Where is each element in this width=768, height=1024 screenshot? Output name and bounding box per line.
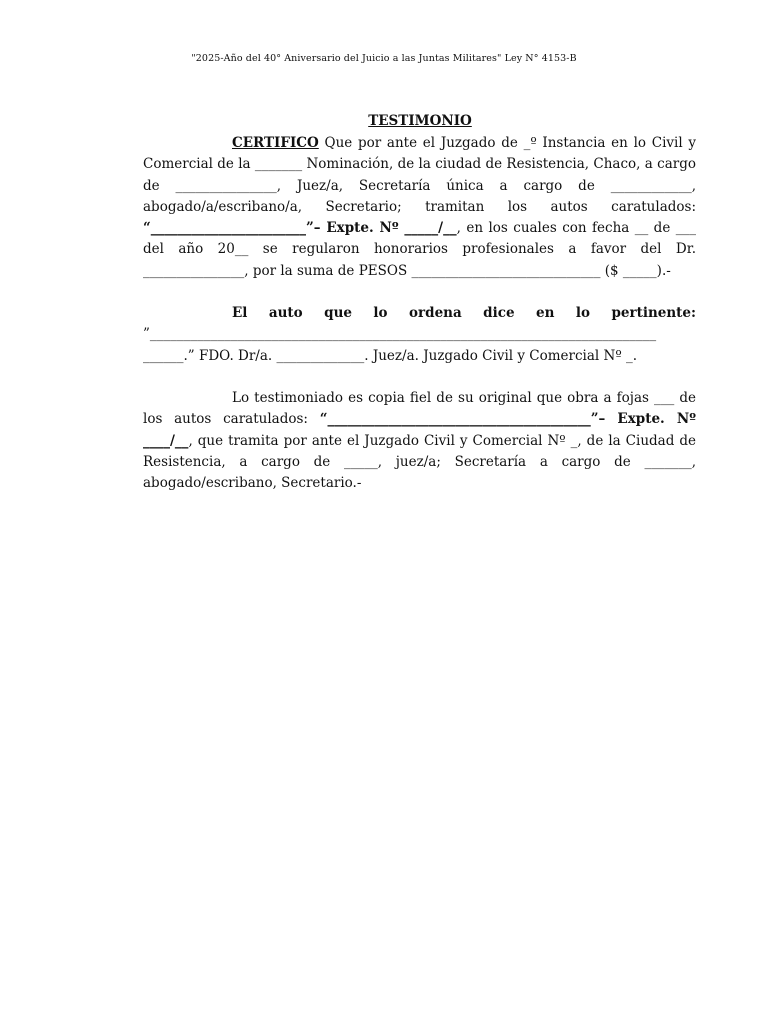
page-header: "2025-Año del 40° Aniversario del Juicio a las Juntas Militares" Ley N° 4153-B	[191, 53, 577, 64]
certifico-label: CERTIFICO	[232, 135, 319, 151]
paragraph-spacer	[143, 282, 696, 303]
paragraph-testimoniado	[143, 388, 696, 494]
paragraph-certifico-text-2: , en los cuales con fecha __ de ___ del año 20__ se regularon honorarios profesionales a favor del Dr. _______________, por la suma de PESOS ____________________________ ($ _____).-	[143, 220, 696, 279]
paragraph-spacer	[143, 367, 696, 388]
document-body	[143, 133, 696, 494]
paragraph-testimoniado-text-2: , que tramita por ante el Juzgado Civil y Comercial Nº _, de la Ciudad de Resistencia, a cargo de _____, juez/a; Secretaría a cargo de _______, abogado/escribano, Secretario.-	[143, 432, 696, 492]
document-title: TESTIMONIO	[368, 113, 472, 129]
caratula-expediente-2: “_______________________________________”– Expte. Nº ____/__	[143, 411, 696, 449]
auto-intro: El auto que lo ordena dice en lo pertinente	[232, 305, 692, 322]
paragraph-certifico-text-1: Que por ante el Juzgado de _º Instancia en lo Civil y Comercial de la _______ Nominación, de la ciudad de Resistencia, Chaco, a cargo de _______________, Juez/a, Secretaría única a cargo de ____________, abogado/a/escribano/a, Secretario; tramitan los autos caratulados:	[143, 135, 696, 215]
paragraph-certifico	[143, 133, 696, 282]
paragraph-auto-text: ”___________________________________________________________________________ ______.” FDO. Dr/a. _____________. Juez/a. Juzgado Civil y Comercial Nº _.	[143, 326, 657, 364]
caratula-expediente-1: “_______________________”– Expte. Nº _____/__	[143, 220, 457, 237]
auto-colon: :	[691, 305, 696, 322]
paragraph-auto	[143, 303, 696, 367]
paragraph-testimoniado-text-1: Lo testimoniado es copia fiel de su original que obra a fojas ___ de los autos caratulados:	[143, 389, 696, 428]
